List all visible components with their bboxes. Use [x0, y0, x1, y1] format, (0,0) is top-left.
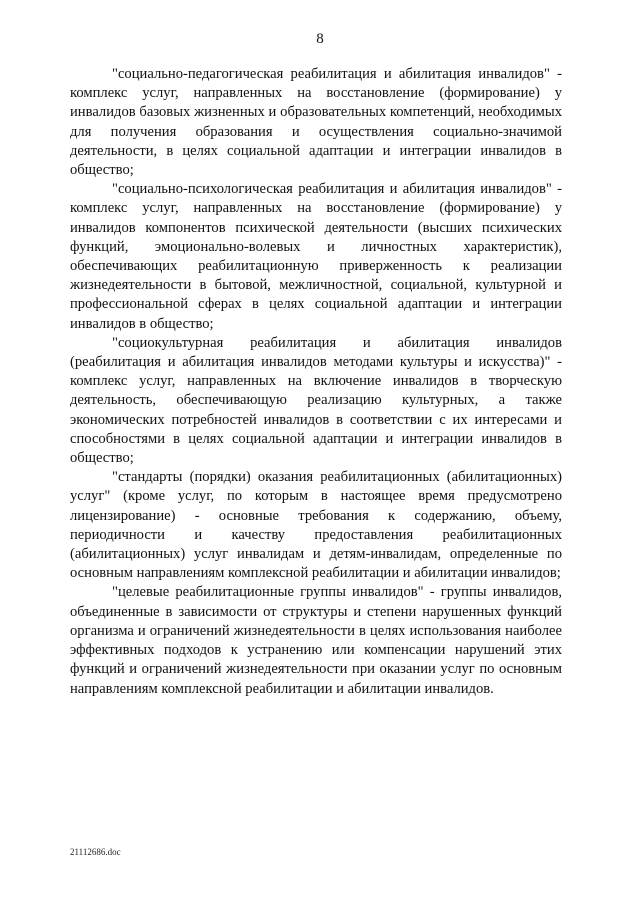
document-filename: 21112686.doc: [70, 847, 121, 857]
definition-standards: "стандарты (порядки) оказания реабилитационных (абилитационных) услуг" (кроме услуг, по которым в настоящее время предусмотрено лицензирование) - основные требования к содержанию, объему, периодичности и качеству предоставления реабилитационных (абилитационных) услуг инвалидам и детям-инвалидам, определенные по основным направлениям комплексной реабилитации и абилитации инвалидов;: [70, 469, 562, 582]
definition-social-psychological: "социально-психологическая реабилитация и абилитация инвалидов" - комплекс услуг, направленных на восстановление (формирование) у инвалидов компонентов психической деятельности (высших психических функций, эмоционально-волевых и личностных характеристик), обеспечивающих реабилитационную приверженность к реализации жизнедеятельности в бытовой, межличностной, социальной, культурной и профессиональной сферах в целях социальной адаптации и интеграции инвалидов в общество;: [70, 181, 562, 332]
definition-target-groups: "целевые реабилитационные группы инвалидов" - группы инвалидов, объединенные в зависимости от структуры и степени нарушенных функций организма и ограничений жизнедеятельности в целях использования наиболее эффективных подходов к устранению или компенсации нарушений этих функций и ограничений жизнедеятельности при оказании услуг по основным направлениям комплексной реабилитации и абилитации инвалидов.: [70, 584, 562, 697]
document-body: [70, 65, 562, 699]
definition-sociocultural: "социокультурная реабилитация и абилитация инвалидов (реабилитация и абилитация инвалидов методами культуры и искусства)" - комплекс услуг, направленных на включение инвалидов в творческую деятельность, обеспечивающую реализацию культурных, а также экономических потребностей инвалидов в соответствии с их интересами и способностями в целях социальной адаптации и интеграции инвалидов в общество;: [70, 334, 562, 467]
definition-social-pedagogical: "социально-педагогическая реабилитация и абилитация инвалидов" - комплекс услуг, направленных на восстановление (формирование) у инвалидов базовых жизненных и образовательных компетенций, необходимых для получения образования и осуществления социально-значимой деятельности, в целях социальной адаптации и интеграции инвалидов в общество;: [70, 66, 562, 179]
page-number: 8: [316, 31, 324, 47]
